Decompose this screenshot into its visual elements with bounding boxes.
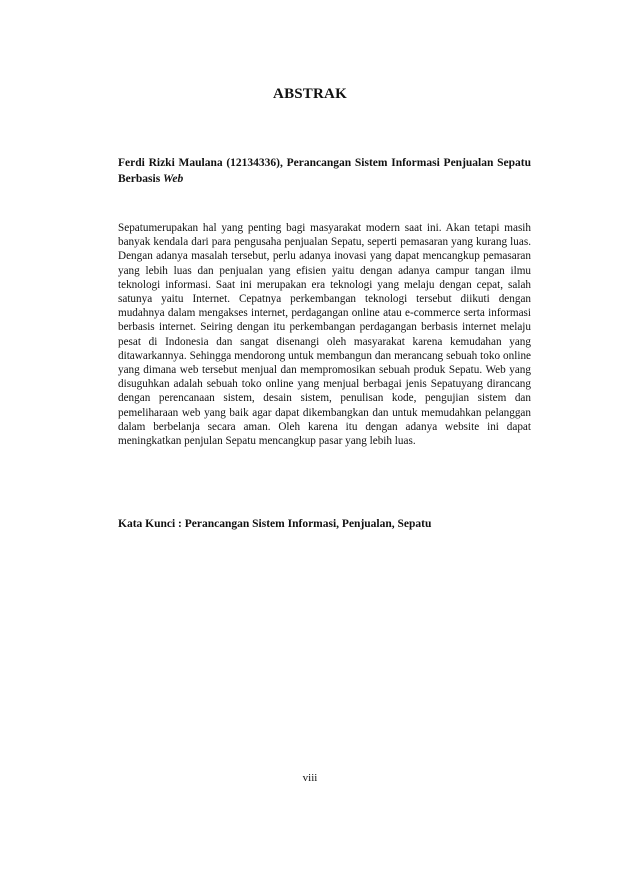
author-title-italic: Web bbox=[163, 173, 184, 185]
abstract-body: Sepatumerupakan hal yang penting bagi masyarakat modern saat ini. Akan tetapi masih banyak kendala dari para pengusaha penjualan Sepatu, seperti pemasaran yang kurang luas. Dengan adanya masalah tersebut, perlu adanya inovasi yang dapat mencangkup pemasaran yang lebih luas dan penjualan yang efisien yaitu dengan adanya campur tangan ilmu teknologi informasi. Saat ini merupakan era teknologi yang melaju dengan cepat, salah satunya yaitu Internet. Cepatnya perkembangan teknologi tersebut diikuti dengan mudahnya dalam mengakses internet, perdagangan online atau e-commerce serta informasi berbasis internet. Seiring dengan itu perkembangan perdagangan berbasis internet melaju pesat di Indonesia dan sangat disenangi oleh masyarakat karena kemudahan yang ditawarkannya. Sehingga mendorong untuk membangun dan merancang sebuah toko online yang dimana web tersebut menjual dan mempromosikan sebuah produk Sepatu. Web yang disuguhkan adalah sebuah toko online yang menjual berbagai jenis Sepatuyang dirancang dengan perencanaan sistem, desain sistem, penulisan kode, pengujian sistem dan pemeliharaan web yang baik agar dapat dikembangkan dan untuk memudahkan pelanggan dalam berbelanja secara aman. Oleh karena itu dengan adanya website ini dapat meningkatkan penjulan Sepatu mencangkup pasar yang lebih luas. bbox=[118, 222, 531, 448]
author-title-text: Ferdi Rizki Maulana (12134336), Perancangan Sistem Informasi Penjualan Sepatu Berbasis bbox=[118, 157, 531, 185]
abstract-title: ABSTRAK bbox=[273, 86, 347, 102]
keywords-line: Kata Kunci : Perancangan Sistem Informasi, Penjualan, Sepatu bbox=[118, 518, 432, 530]
page-number: viii bbox=[302, 772, 318, 784]
author-title-line bbox=[118, 155, 531, 187]
